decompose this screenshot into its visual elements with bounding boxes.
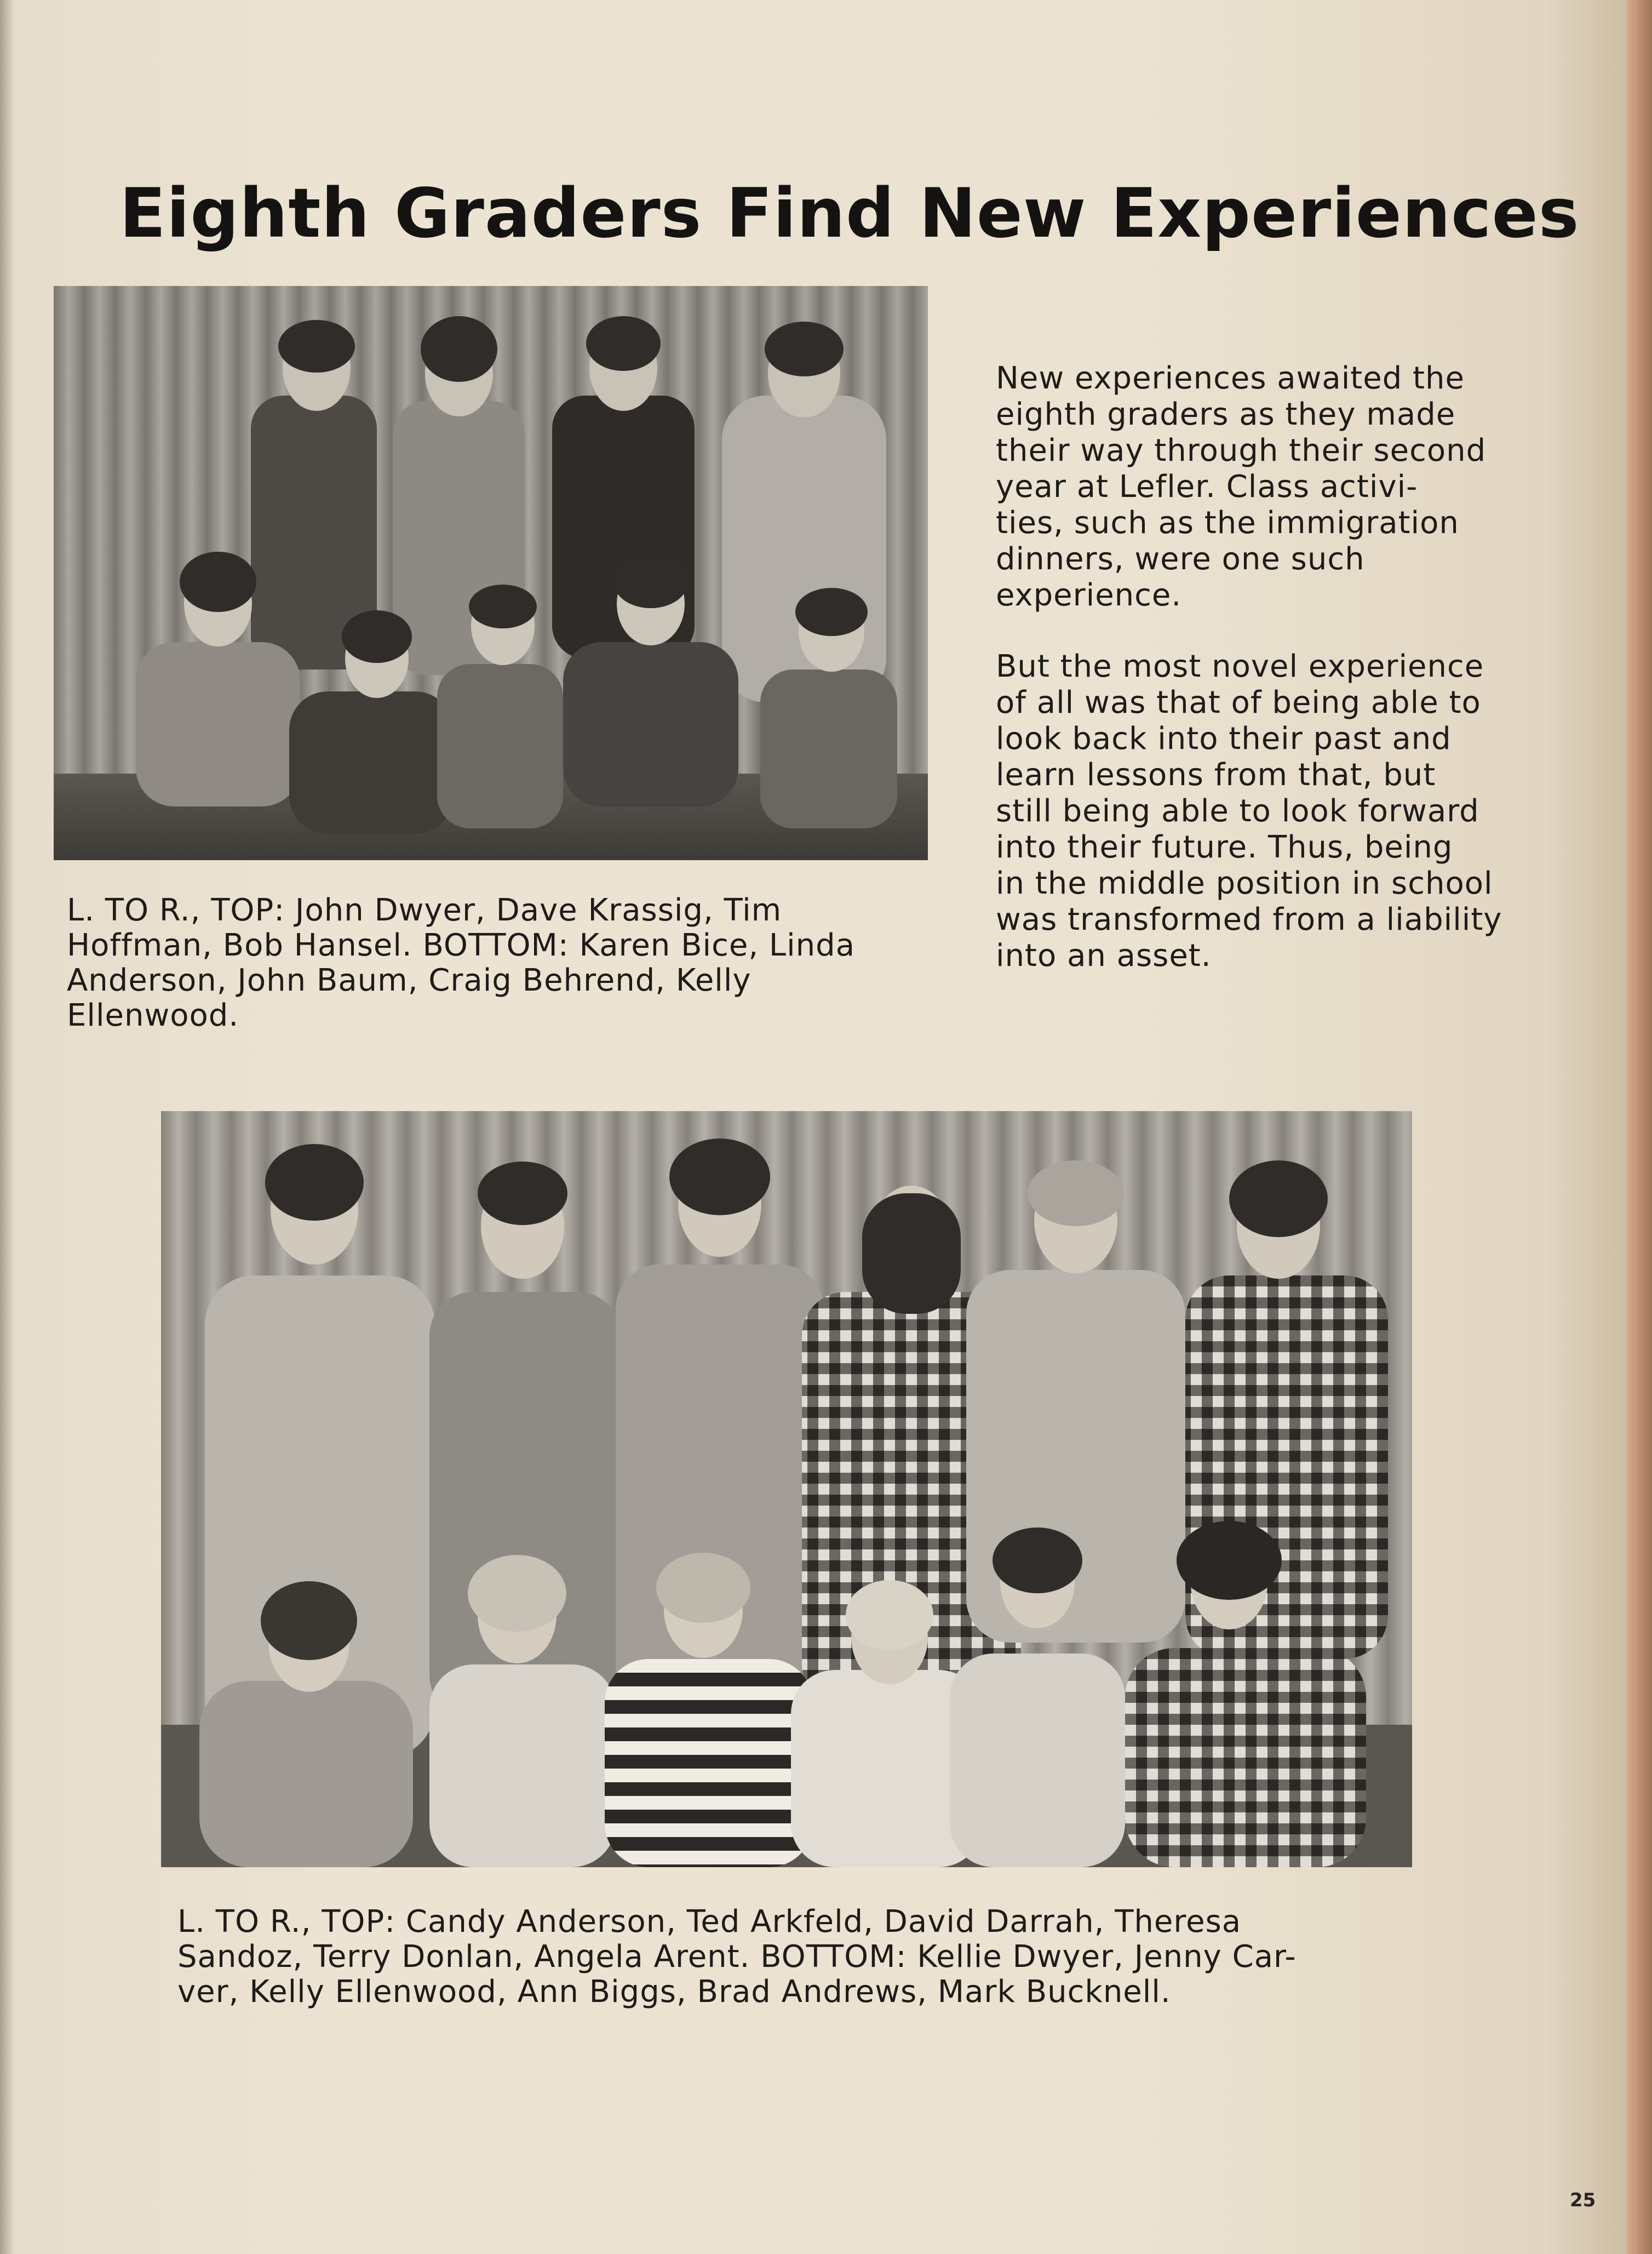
paragraph-line: New experiences awaited the [996, 361, 1465, 396]
spine-shadow [0, 0, 14, 2254]
paragraph-line: eighth graders as they made [996, 397, 1456, 432]
class-photo-top-caption [67, 893, 943, 1033]
caption-line: Anderson, John Baum, Craig Behrend, Kelly [67, 963, 752, 998]
class-photo-top [54, 286, 928, 860]
paragraph-line: into an asset. [996, 938, 1212, 974]
page-number: 25 [1570, 2189, 1596, 2211]
class-photo-bottom-image [161, 1111, 1412, 1867]
article-paragraph-1 [996, 361, 1522, 614]
paragraph-line: still being able to look forward [996, 793, 1479, 829]
paragraph-line: But the most novel experience [996, 649, 1484, 684]
paragraph-line: in the middle position in school [996, 866, 1493, 901]
class-photo-bottom [161, 1111, 1412, 1867]
paragraph-line: into their future. Thus, being [996, 829, 1453, 865]
caption-line: ver, Kelly Ellenwood, Ann Biggs, Brad Andrews, Mark Bucknell. [177, 1974, 1171, 2010]
paragraph-line: their way through their second [996, 433, 1487, 468]
paragraph-line: dinners, were one such [996, 541, 1365, 577]
book-edge [1627, 0, 1652, 2254]
page-title: Eighth Graders Find New Experiences [119, 174, 1580, 253]
paragraph-line: was transformed from a liability [996, 902, 1502, 937]
paragraph-line: ties, such as the immigration [996, 505, 1459, 541]
article-paragraph-2 [996, 649, 1522, 974]
class-photo-top-image [54, 286, 928, 860]
paragraph-line: year at Lefler. Class activi- [996, 469, 1418, 505]
class-photo-bottom-caption [177, 1904, 1404, 2010]
paragraph-line: learn lessons from that, but [996, 757, 1436, 793]
caption-line: Ellenwood. [67, 998, 239, 1033]
caption-line: L. TO R., TOP: Candy Anderson, Ted Arkfeld, David Darrah, Theresa [177, 1904, 1242, 1940]
paragraph-line: of all was that of being able to [996, 685, 1481, 720]
caption-line: Sandoz, Terry Donlan, Angela Arent. BOTTOM: Kellie Dwyer, Jenny Car- [177, 1939, 1297, 1975]
caption-line: L. TO R., TOP: John Dwyer, Dave Krassig, Tim [67, 893, 782, 928]
paragraph-line: experience. [996, 577, 1182, 613]
paragraph-line: look back into their past and [996, 721, 1452, 757]
caption-line: Hoffman, Bob Hansel. BOTTOM: Karen Bice, Linda [67, 928, 856, 963]
